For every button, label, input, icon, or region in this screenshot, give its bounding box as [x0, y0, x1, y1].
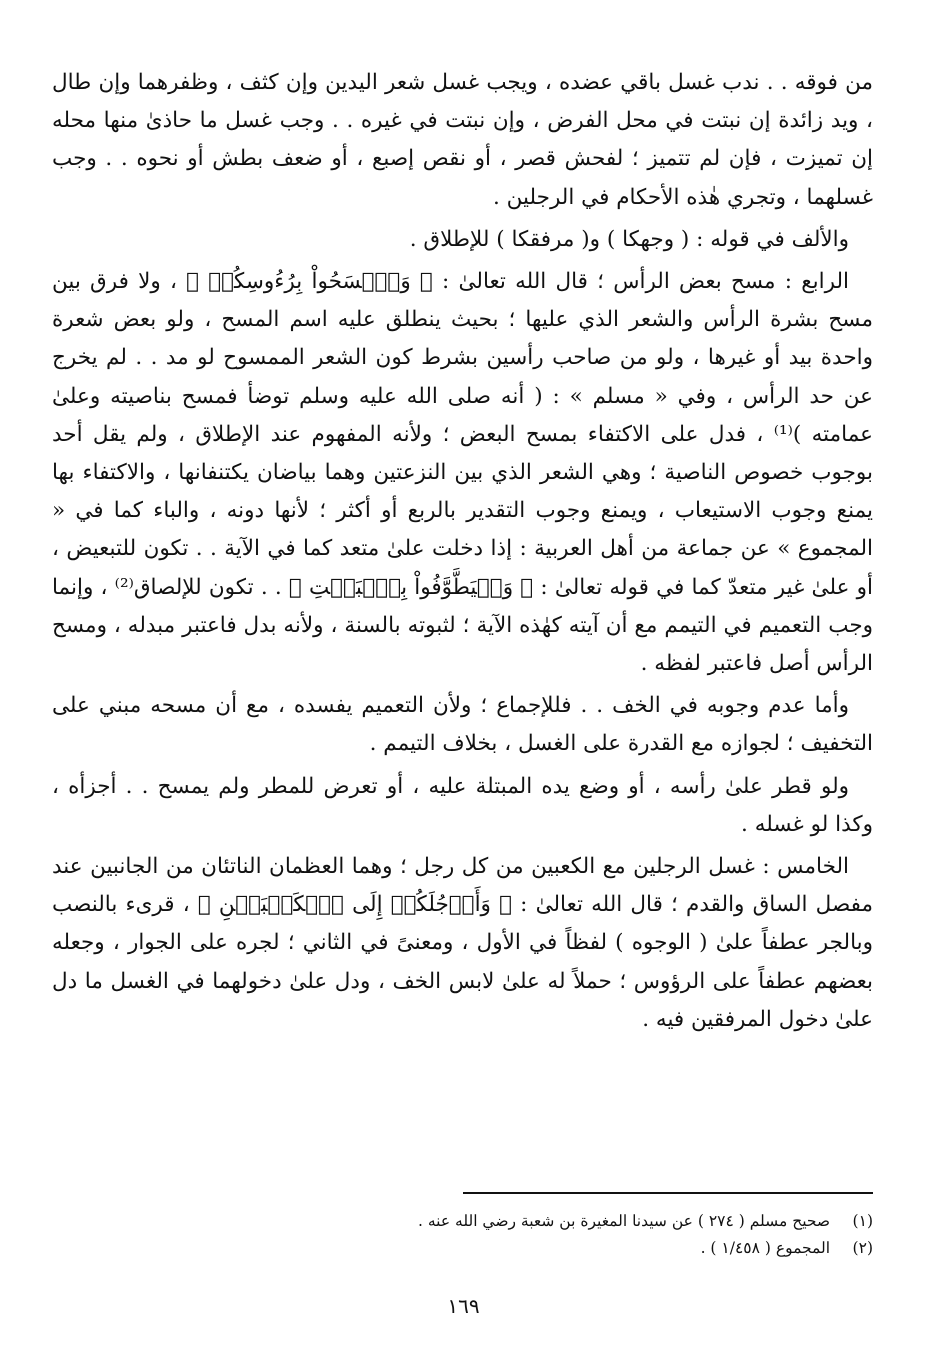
- footnotes: [53, 1208, 873, 1262]
- footnote-divider: [463, 1192, 873, 1194]
- paragraph-2: والألف في قوله : ( وجهكا ) و( مرفقكا ) للإطلاق .: [409, 226, 849, 252]
- footnote-number: (١): [852, 1212, 873, 1230]
- paragraph-4: وأما عدم وجوبه في الخف . . فللإجماع ؛ ولأن التعميم يفسده ، مع أن مسحه مبني على التخفيف ؛ لجوازه مع القدرة على الغسل ، بخلاف التيمم .: [52, 693, 873, 757]
- footnote-2: [53, 1235, 873, 1262]
- body-text: [52, 64, 873, 1039]
- footnote-text: صحيح مسلم ( ٢٧٤ ) عن سيدنا المغيرة بن شعبة رضي الله عنه .: [418, 1212, 831, 1230]
- paragraph-5: ولو قطر علىٰ رأسه ، أو وضع يده المبتلة عليه ، أو تعرض للمطر ولم يمسح . . أجزأه ، وكذا لو غسله .: [52, 773, 873, 837]
- paragraph-6: الخامس : غسل الرجلين مع الكعبين من كل رجل ؛ وهما العظمان الناتئان من الجانبين عند مفصل الساق والقدم ؛ قال الله تعالىٰ : ﴿ وَأَرۡجُلَكُمۡ إِلَى ٱلۡكَعۡبَيۡنِ ﴾ ، قرىء بالنصب وبالجر عطفاً علىٰ ( الوجوه ) لفظاً في الأول ، ومعنىً في الثاني ؛ لجره على الجوار ، وجعله بعضهم عطفاً على الرؤوس ؛ حملاً له علىٰ لابس الخف ، ودل علىٰ دخولهما في الغسل ما دل علىٰ دخول المرفقين فيه .: [52, 854, 873, 1032]
- paragraph-1: من فوقه . . ندب غسل باقي عضده ، ويجب غسل شعر اليدين وإن كثف ، وظفرهما وإن طال ، ويد زائدة إن نبتت في محل الفرض ، وإن نبتت في غيره . . وجب غسل ما حاذىٰ منها محله إن تميزت ، فإن لم تتميز ؛ لفحش قصر ، أو نقص إصبع ، أو ضعف بطش أو نحوه . . وجب غسلهما ، وتجري هٰذه الأحكام في الرجلين .: [52, 70, 873, 210]
- footnote-number: (٢): [852, 1239, 873, 1257]
- footnote-text: المجموع ( ١/٤٥٨ ) .: [700, 1239, 831, 1257]
- footnote-1: [53, 1208, 873, 1235]
- page-number: ١٦٩: [447, 1294, 480, 1318]
- paragraph-3: الرابع : مسح بعض الرأس ؛ قال الله تعالىٰ : ﴿ وَٱمۡسَحُواْ بِرُءُوسِكُمۡ ﴾ ، ولا فرق بين مسح بشرة الرأس والشعر الذي عليها ؛ بحيث ينطلق عليه اسم المسح ، ولو بعض شعرة واحدة بيد أو غيرها ، ولو من صاحب رأسين بشرط كون الشعر الممسوح لو مد . . لم يخرج عن حد الرأس ، وفي « مسلم » : ( أنه صلى الله عليه وسلم توضأ فمسح بناصيته وعلىٰ عمامته )⁽¹⁾ ، فدل على الاكتفاء بمسح البعض ؛ ولأنه المفهوم عند الإطلاق ، ولم يقل أحد بوجوب خصوص الناصية ؛ وهي الشعر الذي بين النزعتين وهما بياضان يكتنفانها ، والاكتفاء بها يمنع وجوب الاستيعاب ، ويمنع وجوب التقدير بالربع أو أكثر ؛ لأنها دونه ، والباء كما في « المجموع » عن جماعة من أهل العربية : إذا دخلت علىٰ متعد كما في الآية . . تكون للتبعيض ، أو علىٰ غير متعدّ كما في قوله تعالىٰ : ﴿ وَلۡيَطَّوَّفُواْ بِٱلۡبَيۡتِ ﴾ . . تكون للإلصاق⁽²⁾ ، وإنما وجب التعميم في التيمم مع أن آيته كهٰذه الآية ؛ لثبوته بالسنة ، ولأنه بدل فاعتبر مبدله ، ومسح الرأس أصل فاعتبر لفظه .: [52, 269, 873, 677]
